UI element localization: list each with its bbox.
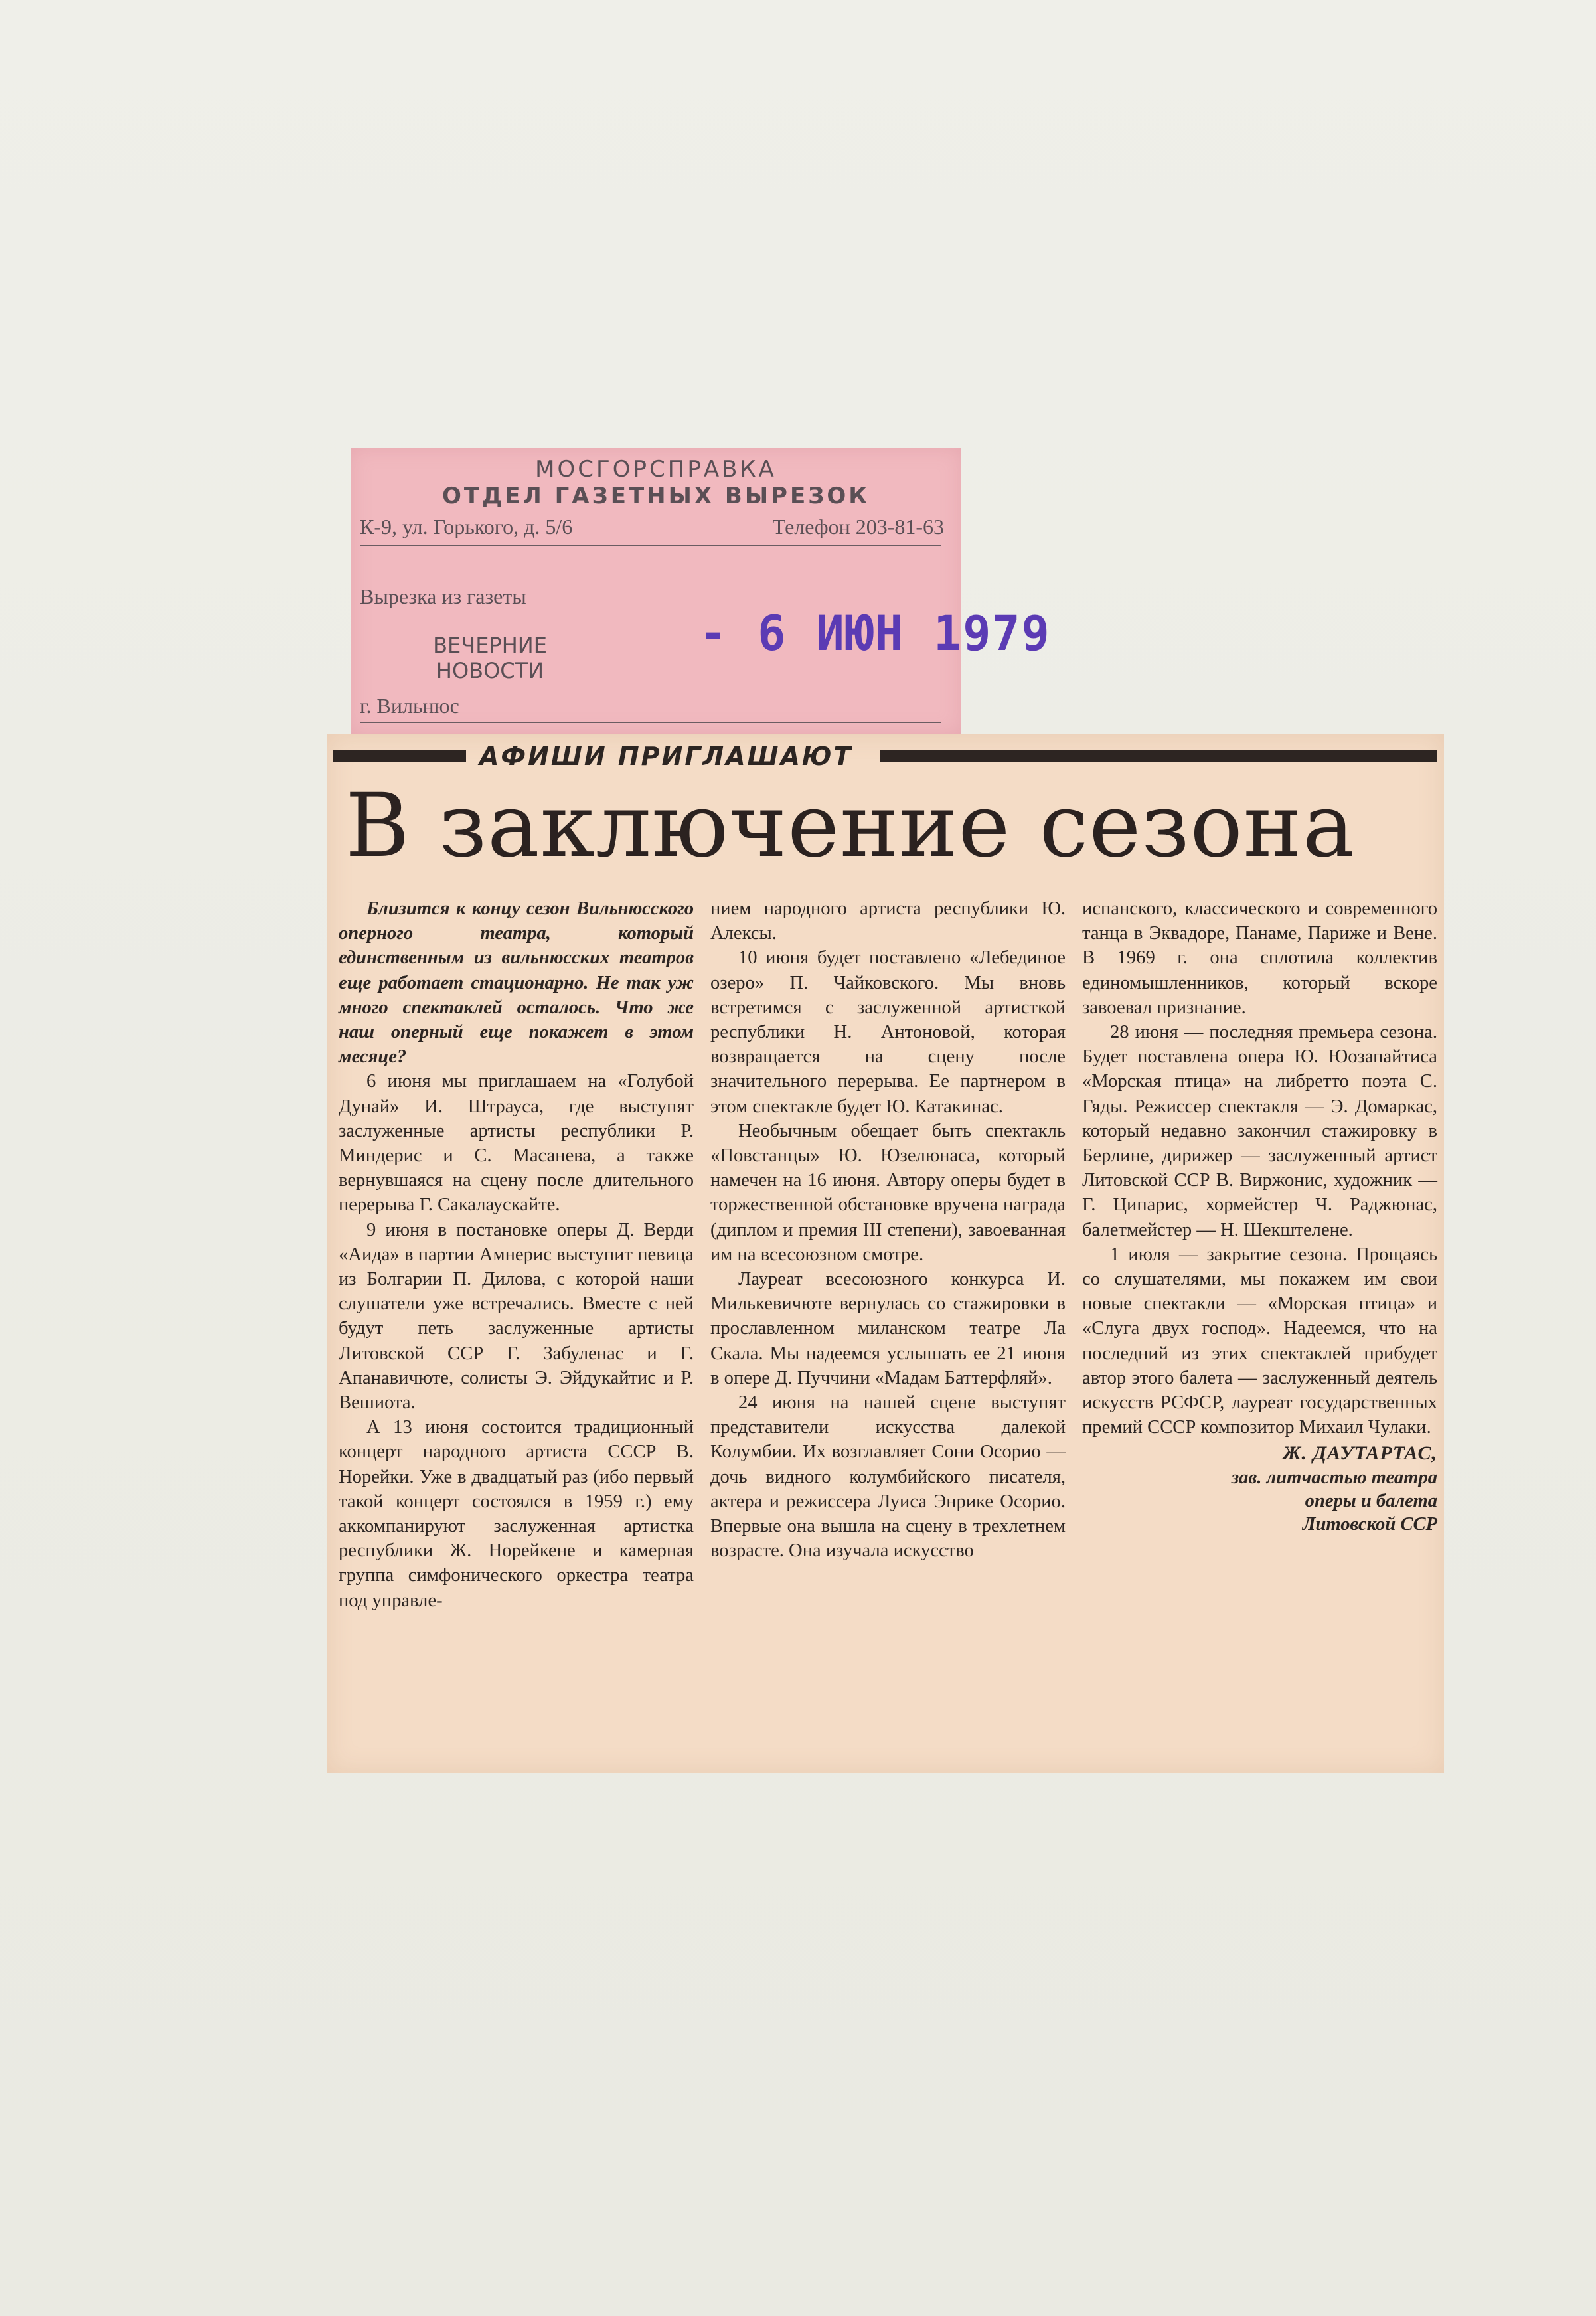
label-phone: Телефон 203-81-63 [772,515,944,538]
article-headline: В заключение сезона [345,775,1356,877]
label-newspaper-line2: НОВОСТИ [436,658,544,683]
label-address: К-9, ул. Горького, д. 5/6 [360,515,573,538]
article-paragraph: нием народного артиста республики Ю. Алексы. [710,898,1066,944]
date-stamp: - 6 ИЮН 1979 [699,604,1051,663]
article-lead: Близится к концу сезон Вильнюсского оперного театра, который единственным из вильнюсских театров еще работает стационарно. Не так уж много спектаклей осталось. Что же наш оперный еще покажет в этом месяце? [339,898,694,1068]
label-department: ОТДЕЛ ГАЗЕТНЫХ ВЫРЕЗОК [441,483,870,509]
article-column-1 [339,896,694,1613]
clipping-service-label [351,448,1051,734]
label-newspaper-name [404,633,576,683]
author-role-line: Литовской ССР [1302,1513,1437,1534]
rubric-rule-left [333,750,466,762]
rubric-rule-right [880,750,1437,762]
article-paragraph: 1 июля — закрытие сезона. Прощаясь со слушателями, мы покажем им свои новые спектакли — «Морская птица» и «Слуга двух господ». Надеемся, что на последний из этих спектаклей прибудет автор этого балета — заслуженный деятель искусств РСФСР, лауреат государственных премий СССР композитор Михаил Чулаки. [1082,1244,1437,1438]
label-newspaper-line1: ВЕЧЕРНИЕ [433,633,547,658]
author-role-line: оперы и балета [1305,1490,1437,1511]
article-column-3 [1082,896,1437,1536]
label-city: г. Вильнюс [360,694,459,718]
article-paragraph: 28 июня — последняя премьера сезона. Будет поставлена опера Ю. Юозапайтиса «Морская птица» на либретто поэта С. Гяды. Режиссер спектакля — Э. Домаркас, который недавно закончил стажировку в Берлине, дирижер — заслуженный артист Литовской ССР В. Виржонис, художник — Г. Ципарис, хормейстер Ч. Раджюнас, балетмейстер — Н. Шекштелене. [1082,1022,1437,1240]
article-paragraph: 9 июня в постановке оперы Д. Верди «Аида» в партии Амнерис выступит певица из Болгарии П. Дилова, с которой наши слушатели уже встречались. Вместе с ней будут петь заслуженные артисты Литовской ССР Г. Забуленас и Г. Апанавичюте, солисты Э. Эйдукайтис и Р. Вешиота. [339,1219,694,1414]
article-paragraph: 24 июня на нашей сцене выступят представители искусства далекой Колумбии. Их возглавляет Сони Осорио — дочь видного колумбийского писателя, актера и режиссера Луиса Энрике Осорио. Впервые она вышла на сцену в трехлетнем возрасте. Она изучала искусство [710,1392,1066,1562]
label-cut-from: Вырезка из газеты [360,584,526,608]
label-bottom-divider [360,722,941,723]
newspaper-clipping [327,734,1444,1773]
article-paragraph: Необычным обещает быть спектакль «Повстанцы» Ю. Юзелюнаса, который намечен на 16 июня. Автору оперы будет в торжественной обстановке вручена награда (диплом и премия III степени), завоеванная им на всесоюзном смотре. [710,1120,1066,1265]
article-paragraph: 6 июня мы приглашаем на «Голубой Дунай» И. Штрауса, где выступят заслуженные артисты республики Р. Миндерис и С. Масанева, а также вернувшаяся на сцену после длительного перерыва Г. Сакалаускайте. [339,1071,694,1216]
rubric-bar [333,742,1437,771]
article-paragraph: Лауреат всесоюзного конкурса И. Милькевичюте вернулась со стажировки в прославленном миланском театре Ла Скала. Мы надеемся услышать ее 21 июня в опере Д. Пуччини «Мадам Баттерфляй». [710,1269,1066,1388]
article-paragraph: испанского, классического и современного танца в Эквадоре, Панаме, Париже и Вене. В 1969 г. она сплотила коллектив единомышленников, который вскоре завоевал признание. [1082,898,1437,1018]
label-divider [360,545,941,546]
article-paragraph: А 13 июня состоится традиционный концерт народного артиста СССР В. Норейки. Уже в двадцатый раз (ибо первый такой концерт состоялся в 1959 г.) ему аккомпанируют заслуженная артистка республики Ж. Норейкене и камерная группа симфонического оркестра театра под управле- [339,1417,694,1611]
author-signature [1082,1441,1437,1535]
author-name: Ж. ДАУТАРТАС, [1282,1442,1437,1465]
article-paragraph: 10 июня будет поставлено «Лебединое озеро» П. Чайковского. Мы вновь встретимся с заслуженной артисткой республики Н. Антоновой, которая возвращается на сцену после значительного перерыва. Ее партнером в этом спектакле будет Ю. Катакинас. [710,948,1066,1117]
author-role-line: зав. литчастью театра [1232,1467,1437,1488]
rubric-title: АФИШИ ПРИГЛАШАЮТ [479,742,853,771]
article-column-2 [710,896,1066,1563]
label-org-name: МОСГОРСПРАВКА [535,456,777,483]
